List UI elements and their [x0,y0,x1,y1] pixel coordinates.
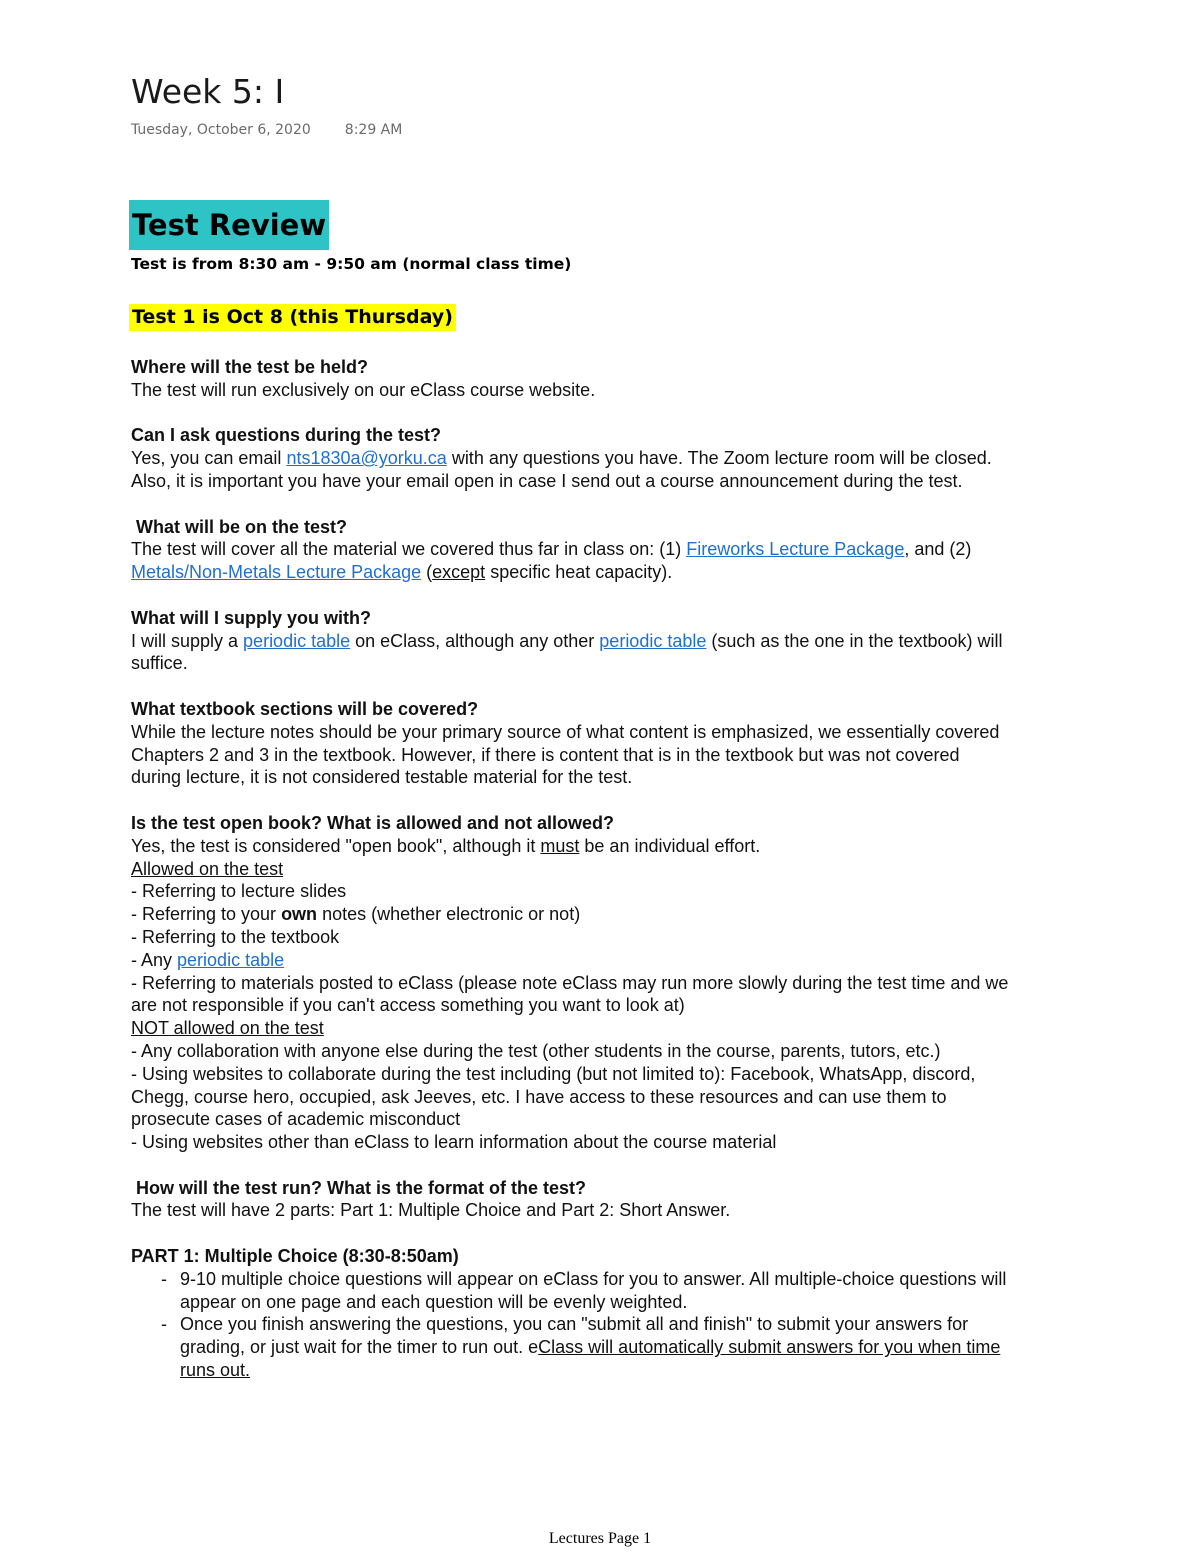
email-link[interactable]: nts1830a@yorku.ca [286,448,447,469]
allowed-item: - Referring to lecture slides [131,881,347,902]
question-openbook: Is the test open book? What is allowed and not allowed? [131,812,615,833]
not-allowed-heading: NOT allowed on the test [131,1018,324,1039]
allowed-item: - Referring to materials posted to eClass (please note eClass may run more slowly during the test time and we are not responsible if you can't access something you want to look at) [131,972,1009,1016]
answer-where: The test will run exclusively on our eClass course website. [131,379,596,400]
answer-ask: Yes, you can email nts1830a@yorku.ca with any questions you have. The Zoom lecture room will be closed. Also, it is important you have your email open in case I send out a course announcement during the test. [131,448,992,491]
page-datetime [131,122,402,138]
page-date: Tuesday, October 6, 2020 [131,122,311,138]
question-what: What will be on the test? [131,516,347,537]
not-allowed-item: - Using websites to collaborate during the test including (but not limited to): Facebook, WhatsApp, discord, Chegg, course hero, occupied, ask Jeeves, etc. I have access to these resources and can use them to prosecute cases of academic misconduct [131,1063,976,1130]
part1-list [131,1268,1011,1382]
question-supply: What will I supply you with? [131,607,371,628]
review-content [131,356,1011,1382]
allowed-item: - Any periodic table [131,949,285,970]
answer-what: The test will cover all the material we covered thus far in class on: (1) Fireworks Lecture Package, and (2) Metals/Non-Metals Lecture Package (except specific heat capacity). [131,539,972,583]
test1-date-heading: Test 1 is Oct 8 (this Thursday) [129,304,456,331]
question-ask: Can I ask questions during the test? [131,425,442,446]
page-title: Week 5: I [131,72,285,111]
answer-supply: I will supply a periodic table on eClass, although any other periodic table (such as the one in the textbook) will suffice. [131,630,1003,674]
question-textbook: What textbook sections will be covered? [131,698,479,719]
answer-textbook: While the lecture notes should be your primary source of what content is emphasized, we essentially covered Chapters 2 and 3 in the textbook. However, if there is content that is in the textbook but was not covered during lecture, it is not considered testable material for the test. [131,721,1000,788]
periodic-table-link[interactable]: periodic table [243,630,351,651]
page-footer: Lectures Page 1 [548,1530,652,1547]
not-allowed-item: - Any collaboration with anyone else during the test (other students in the course, parents, tutors, etc.) [131,1040,941,1061]
allowed-heading: Allowed on the test [131,858,284,879]
list-item: - Once you finish answering the questions, you can "submit all and finish" to submit your answers for grading, or just wait for the timer to run out. eClass will automatically submit answers for you when time runs out. [161,1314,1001,1381]
part1-heading: PART 1: Multiple Choice (8:30-8:50am) [131,1246,459,1267]
test-time-note: Test is from 8:30 am - 9:50 am (normal class time) [131,255,572,273]
metals-lecture-link[interactable]: Metals/Non-Metals Lecture Package [131,562,422,583]
page-time: 8:29 AM [344,122,403,138]
periodic-table-link-2[interactable]: periodic table [599,630,707,651]
question-where: Where will the test be held? [131,357,369,377]
allowed-item: - Referring to your own notes (whether electronic or not) [131,904,581,925]
question-format: How will the test run? What is the format of the test? [131,1177,587,1198]
periodic-table-link-3[interactable]: periodic table [177,949,285,970]
except-text: except [432,562,486,583]
fireworks-lecture-link[interactable]: Fireworks Lecture Package [686,539,905,560]
answer-format: The test will have 2 parts: Part 1: Multiple Choice and Part 2: Short Answer. [131,1200,731,1221]
allowed-item: - Referring to the textbook [131,926,340,947]
not-allowed-item: - Using websites other than eClass to learn information about the course material [131,1132,777,1153]
answer-openbook: Yes, the test is considered "open book", although it must be an individual effort. [131,835,761,856]
test-review-heading: Test Review [129,200,329,250]
list-item: - 9-10 multiple choice questions will appear on eClass for you to answer. All multiple-choice questions will appear on one page and each question will be evenly weighted. [161,1268,1007,1312]
